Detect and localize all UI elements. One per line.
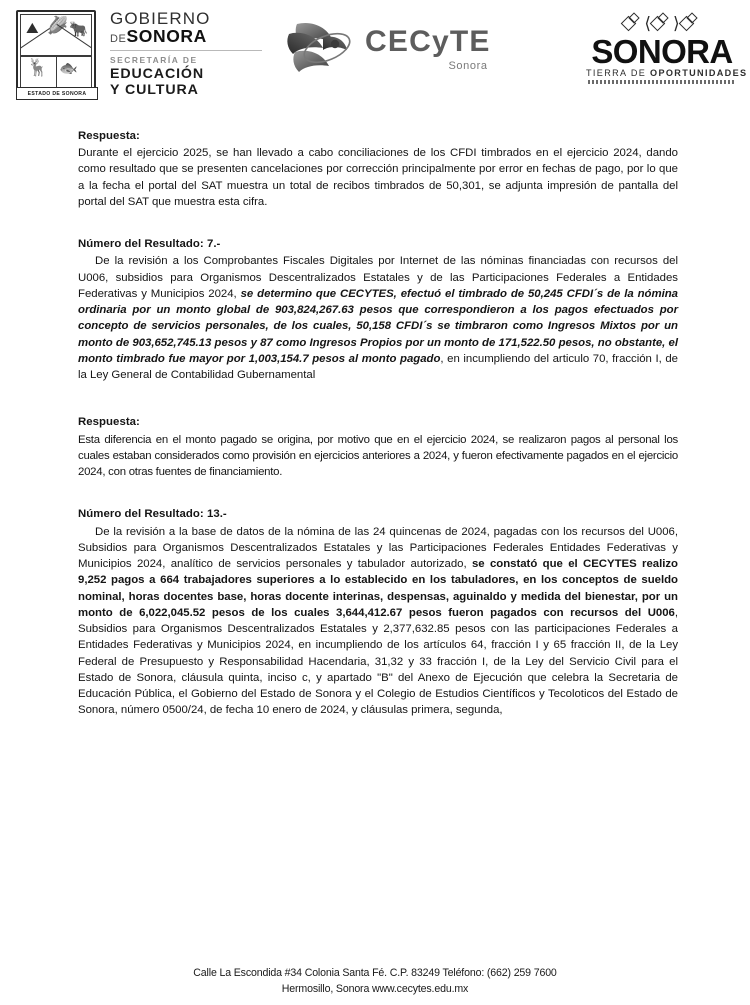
page-header: [0, 0, 750, 112]
spacer: [78, 480, 678, 506]
shield-quadrant-fish-icon: 🐟: [59, 60, 78, 77]
section-heading: Respuesta:: [78, 130, 140, 142]
sonora-wordmark: SONORA: [591, 33, 733, 70]
logo-gobierno-de-sonora: [14, 8, 262, 100]
header-divider: [110, 50, 262, 51]
cultura-label: Y CULTURA: [110, 81, 199, 98]
section-paragraph: Durante el ejercicio 2025, se han llevado a cabo conciliaciones de los CFDI timbrados en el ejercicio 2024, dando como resultado que se presenten cancelaciones por corrección principalmente por error en fechas de pago, por lo que a la fecha el portal del SAT muestra un total de recibos timbrados de 50,301, se adjunta impresión de pantalla del portal del SAT que muestra esta cifra.: [78, 147, 678, 208]
section-resultado-7: [78, 236, 678, 383]
sonora-coat-of-arms-icon: [14, 8, 100, 100]
sonora-rule-decoration: [588, 80, 736, 84]
paragraph-text-emphasized: se constató que el CECYTES realizo 9,252 pagos a 664 trabajadores superiores a lo establecido en los tabuladores, en los conceptos de sueldo nominal, horas docentes base, horas docente interinas, despensas, aguinaldo y medida del bienestar, por un monto de 6,022,045.52 pesos de los cuales 3,644,412.67 pesos fueron pagados con recursos del U006: [78, 558, 678, 619]
section-respuesta-1: [78, 128, 678, 210]
section-paragraph: Esta diferencia en el monto pagado se origina, por motivo que en el ejercicio 2024, se realizaron pagos al personal los cuales estaban considerados como provisión en ejercicios anteriores a 2024, y fueron efectivamente pagados en el ejercicio 2024, con otras fuentes de financiamiento.: [78, 433, 678, 479]
shield-quadrant-deer-icon: 🦌: [27, 58, 49, 77]
gobierno-sonora-word: SONORA: [126, 26, 207, 47]
spacer: [78, 210, 678, 236]
section-paragraph: [78, 253, 678, 383]
gobierno-de-word: DE: [110, 33, 127, 46]
footer-city-website-line: Hermosillo, Sonora www.cecytes.edu.mx: [281, 982, 469, 995]
cecyte-wordmark: CECyTE: [365, 24, 491, 58]
gobierno-word: GOBIERNO: [110, 9, 211, 29]
chevron-left-icon: ⟨: [644, 13, 651, 34]
shield-quadrant-mining-icon: ⛰: [26, 20, 39, 37]
section-heading: Número del Resultado: 13.-: [78, 508, 227, 521]
chevron-right-icon: ⟩: [673, 13, 680, 34]
section-paragraph: [78, 524, 678, 719]
cecyte-subtitle: Sonora: [448, 59, 488, 72]
spacer: [78, 383, 678, 414]
shield-quadrant-cattle-icon: 🐂: [69, 21, 88, 38]
paragraph-text-plain-tail: , en incumpliendo del articulo 70, fracción I, de la Ley General de Contabilidad Gubernamental: [78, 352, 678, 382]
page-footer: [0, 966, 750, 997]
logo-cecyte-sonora: [283, 14, 491, 84]
paragraph-text-plain-lead: De la revisión a los Comprobantes Fiscales Digitales por Internet de las nóminas financiadas con recursos del U006, subsidios para Organismos Descentralizados Estatales y de las Participaciones Federales a Entidades Federativas y Municipios 2024,: [78, 255, 678, 300]
educacion-label: EDUCACIÓN: [110, 65, 205, 82]
section-heading: Respuesta:: [78, 416, 140, 429]
cecyte-emblem-icon: [283, 18, 357, 80]
section-heading: Número del Resultado: 7.-: [78, 238, 221, 251]
sonora-tagline-bold: OPORTUNIDADES: [650, 68, 748, 79]
paragraph-text-plain-tail: , Subsidios para Organismos Descentralizados Estatales y 2,377,632.85 pesos con las participaciones Federales a Entidades Federativas y Municipios 2024, en incumpliendo de los artículos 64, fracción I y 65 fracción II, de la Ley Federal de Presupuesto y Responsabilidad Hacendaria, 31,32 y 33 fracción I, de la Ley del Servicio Civil para el Estado de Sonora, cláusula quinta, inciso c, y apartado "B" del Anexo de Ejecución que celebra la Secretaria de Educación Pública, el Gobierno del Estado de Sonora y el Colegio de Estudios Científicos y Tecoloticos del Estado de Sonora, número 0500/24, de fecha 10 enero de 2024, y cláusulas primera, segunda,: [78, 606, 678, 717]
logo-sonora-tierra-de-oportunidades: [586, 10, 748, 84]
shield-quadrant-agriculture-icon: 🌽: [47, 16, 69, 35]
secretaria-label: SECRETARÍA DE: [110, 54, 198, 65]
paragraph-text-plain-lead: De la revisión a la base de datos de la nómina de las 24 quincenas de 2024, pagadas con los recursos del U006, Subsidios para Organismos Descentralizados Estatales y las Participaciones Federales Entidades Federativas y Municipios 2024, analítico de servicios personales y tabulador autorizado,: [78, 525, 678, 570]
footer-address-line: Calle La Escondida #34 Colonia Santa Fé. C.P. 83249 Teléfono: (662) 259 7600: [193, 967, 557, 980]
document-body: [78, 128, 678, 719]
sonora-tagline-light: TIERRA DE: [586, 68, 651, 79]
section-resultado-13: [78, 506, 678, 718]
paragraph-text-emphasized: se determino que CECYTES, efectuó el timbrado de 50,245 CFDI´s de la nómina ordinaria por un monto global de 903,824,267.63 pesos que correspondieron a los pagos efectuados por concepto de servicios personales, de los cuales, 50,158 CFDI´s se timbraron como Ingresos Mixtos por un monto de 903,652,745.13 pesos y 87 como Ingresos Propios por un monto de 171,522.50 pesos, no obstante, el monto timbrado fue mayor por 1,003,154.7 pesos al monto pagado: [78, 287, 679, 365]
section-respuesta-2: [78, 414, 678, 480]
shield-banner-text: ESTADO DE SONORA: [16, 87, 98, 100]
